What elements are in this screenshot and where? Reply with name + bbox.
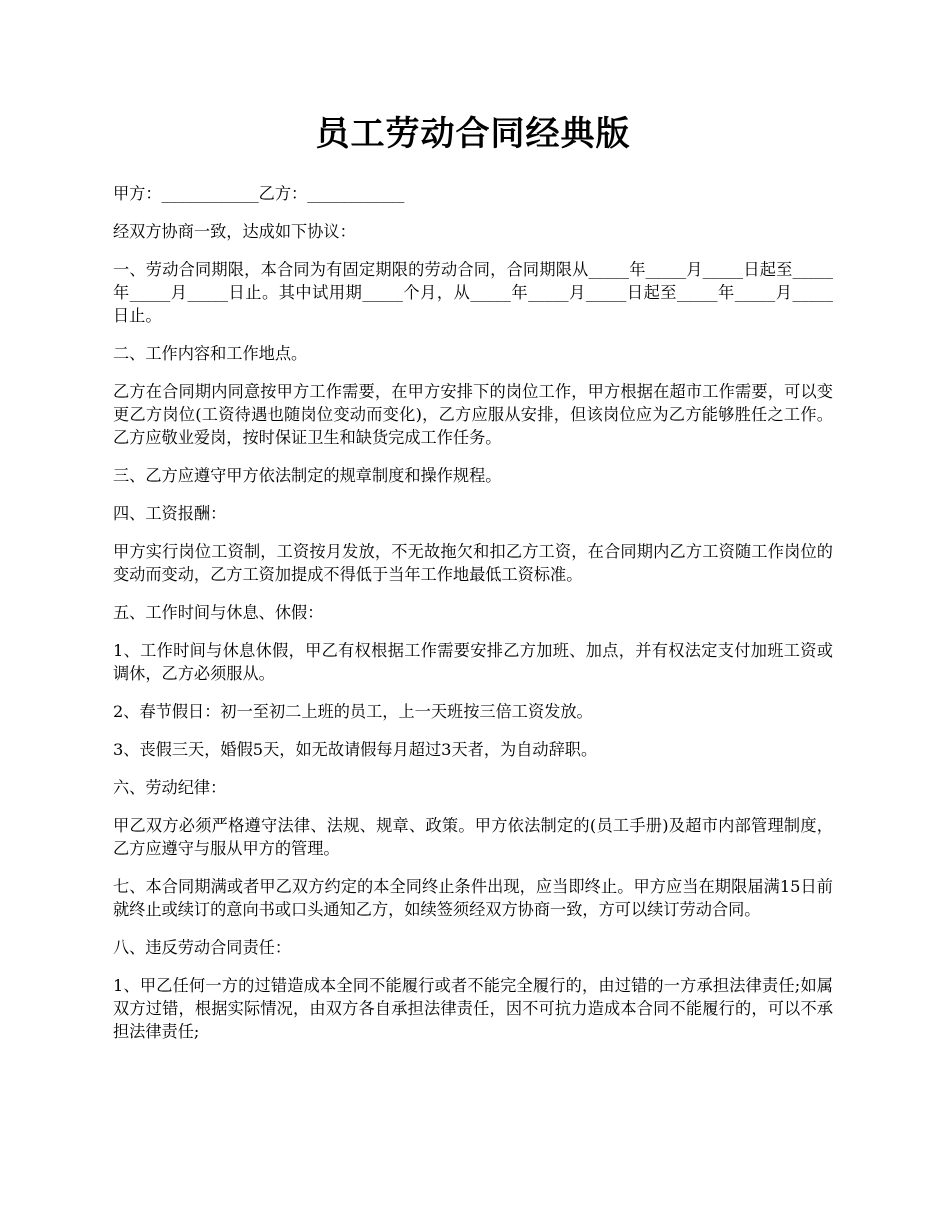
clause-6-heading: 六、劳动纪律：: [113, 778, 227, 797]
clause-5-item-2: 2、春节假日：初一至初二上班的员工，上一天班按三倍工资发放。: [113, 702, 593, 721]
clause-8-item-1: 1、甲乙任何一方的过错造成本全同不能履行或者不能完全履行的，由过错的一方承担法律责任;如属双方过错，根据实际情况，由双方各自承担法律责任，因不可抗力造成本合同不能履行的，可以不承担法律责任;: [113, 976, 833, 1041]
clause-3: 三、乙方应遵守甲方依法制定的规章制度和操作规程。: [113, 466, 502, 485]
clause-7: 七、本合同期满或者甲乙双方约定的本全同终止条件出现，应当即终止。甲方应当在期限届满15日前就终止或续订的意向书或口头通知乙方，如续签须经双方协商一致，方可以续订劳动合同。: [113, 877, 833, 919]
clause-5-item-1: 1、工作时间与休息休假，甲乙有权根据工作需要安排乙方加班、加点，并有权法定支付加班工资或调休，乙方必须服从。: [113, 641, 833, 683]
clause-5-item-3: 3、丧假三天，婚假5天，如无故请假每月超过3天者，为自动辞职。: [113, 740, 598, 759]
agreement-intro: 经双方协商一致，达成如下协议：: [113, 222, 356, 241]
clause-2-heading: 二、工作内容和工作地点。: [113, 344, 308, 363]
document-title: 员工劳动合同经典版: [315, 114, 631, 154]
clause-6-body: 甲乙双方必须严格遵守法律、法规、规章、政策。甲方依法制定的(员工手册)及超市内部管理制度，乙方应遵守与服从甲方的管理。: [113, 816, 833, 858]
clause-4-heading: 四、工资报酬：: [113, 504, 227, 523]
clause-5-heading: 五、工作时间与休息、休假：: [113, 603, 324, 622]
clause-2-body: 乙方在合同期内同意按甲方工作需要，在甲方安排下的岗位工作，甲方根据在超市工作需要，可以变更乙方岗位(工资待遇也随岗位变动而变化)，乙方应服从安排，但该岗位应为乙方能够胜任之工作。乙方应敬业爱岗，按时保证卫生和缺货完成工作任务。: [113, 382, 833, 447]
clause-8-heading: 八、违反劳动合同责任：: [113, 938, 292, 957]
party-line: 甲方：____________乙方：____________: [113, 184, 405, 203]
clause-1-contract-term: 一、劳动合同期限，本合同为有固定期限的劳动合同，合同期限从_____年_____月_____日起至_____年_____月_____日止。其中试用期_____个月，从_____年_____月_____日起至_____年_____月_____日止。: [113, 260, 833, 325]
clause-4-body: 甲方实行岗位工资制，工资按月发放，不无故拖欠和扣乙方工资，在合同期内乙方工资随工作岗位的变动而变动，乙方工资加提成不得低于当年工作地最低工资标准。: [113, 542, 833, 584]
